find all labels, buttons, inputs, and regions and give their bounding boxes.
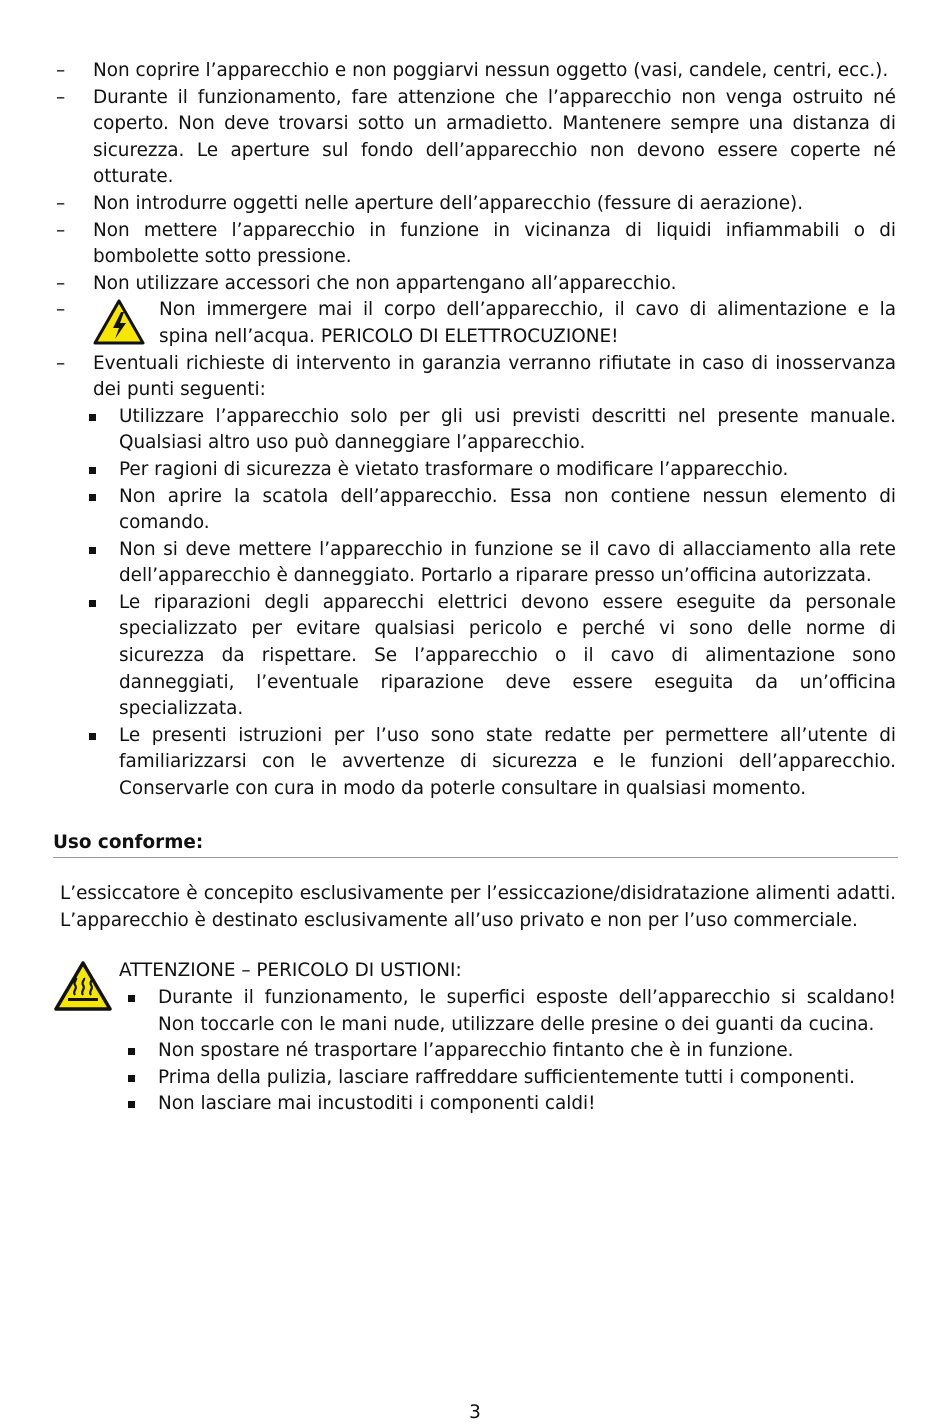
list-item: Non spostare né trasportare l’apparecchio fintanto che è in funzione. xyxy=(125,1038,896,1065)
page-number: 3 xyxy=(469,1402,481,1423)
list-item: – Durante il funzionamento, fare attenzione che l’apparecchio non venga ostruito né coperto. Non deve trovarsi sotto un armadietto. Mantenere sempre una distanza di sicurezza. Le aperture sul fondo dell’apparecchio non devono essere coperte né otturate. xyxy=(56,85,896,191)
warranty-intro: Eventuali richieste di intervento in garanzia verranno rifiutate in caso di inosservanza dei punti seguenti: xyxy=(93,352,896,401)
heat-warning-list xyxy=(125,985,896,1118)
list-item: – Non introdurre oggetti nelle aperture dell’apparecchio (fessure di aerazione). xyxy=(56,191,896,218)
list-item: – Non mettere l’apparecchio in funzione in vicinanza di liquidi infiammabili o di bombolette sotto pressione. xyxy=(56,218,896,271)
warranty-item xyxy=(56,351,896,803)
electric-warning-item xyxy=(56,297,896,350)
electric-warning-text: – Non immergere mai il corpo dell’apparecchio, il cavo di alimentazione e la spina nell’acqua. PERICOLO DI ELETTROCUZIONE! xyxy=(159,299,896,347)
list-item: Non lasciare mai incustoditi i componenti caldi! xyxy=(125,1091,896,1118)
section-title-uso-conforme: Uso conforme: xyxy=(53,830,898,859)
list-item: Non aprire la scatola dell’apparecchio. Essa non contiene nessun elemento di comando. xyxy=(86,484,896,537)
list-item: – Non coprire l’apparecchio e non poggiarvi nessun oggetto (vasi, candele, centri, ecc.). xyxy=(56,58,896,85)
list-item: – Non utilizzare accessori che non appartengano all’apparecchio. xyxy=(56,271,896,298)
list-item: Le riparazioni degli apparecchi elettrici devono essere eseguite da personale specializzato per evitare qualsiasi pericolo e perché vi sono delle norme di sicurezza da rispettare. Se l’apparecchio o il cavo di alimentazione sono danneggiati, l’eventuale riparazione deve essere eseguita da un’officina specializzata. xyxy=(86,590,896,723)
list-item: Non si deve mettere l’apparecchio in funzione se il cavo di allacciamento alla rete dell’apparecchio è danneggiato. Portarlo a riparare presso un’officina autorizzata. xyxy=(86,537,896,590)
uso-conforme-paragraph: L’essiccatore è concepito esclusivamente per l’essiccazione/disidratazione alimenti adatti. L’apparecchio è destinato esclusivamente all’uso privato e non per l’uso commerciale. xyxy=(60,883,896,931)
warranty-list xyxy=(86,404,896,803)
electric-shock-warning-icon xyxy=(93,299,145,345)
list-item: Per ragioni di sicurezza è vietato trasformare o modificare l’apparecchio. xyxy=(86,457,896,484)
list-item: Utilizzare l’apparecchio solo per gli usi previsti descritti nel presente manuale. Qualsiasi altro uso può danneggiare l’apparecchio. xyxy=(86,404,896,457)
safety-list xyxy=(56,58,896,803)
list-item: Prima della pulizia, lasciare raffreddare sufficientemente tutti i componenti. xyxy=(125,1065,896,1092)
list-item: Le presenti istruzioni per l’uso sono state redatte per permettere all’utente di familiarizzarsi con le avvertenze di sicurezza e le funzioni dell’apparecchio. Conservarle con cura in modo da poterle consultare in qualsiasi momento. xyxy=(86,723,896,803)
document-page xyxy=(0,58,950,1118)
hot-surface-warning-icon xyxy=(53,960,113,1012)
list-item: Durante il funzionamento, le superfici esposte dell’apparecchio si scaldano! Non toccarle con le mani nude, utilizzare delle presine o dei guanti da cucina. xyxy=(125,985,896,1038)
heat-warning-title: ATTENZIONE – PERICOLO DI USTIONI: xyxy=(119,960,462,982)
heat-warning-block xyxy=(0,958,950,1118)
